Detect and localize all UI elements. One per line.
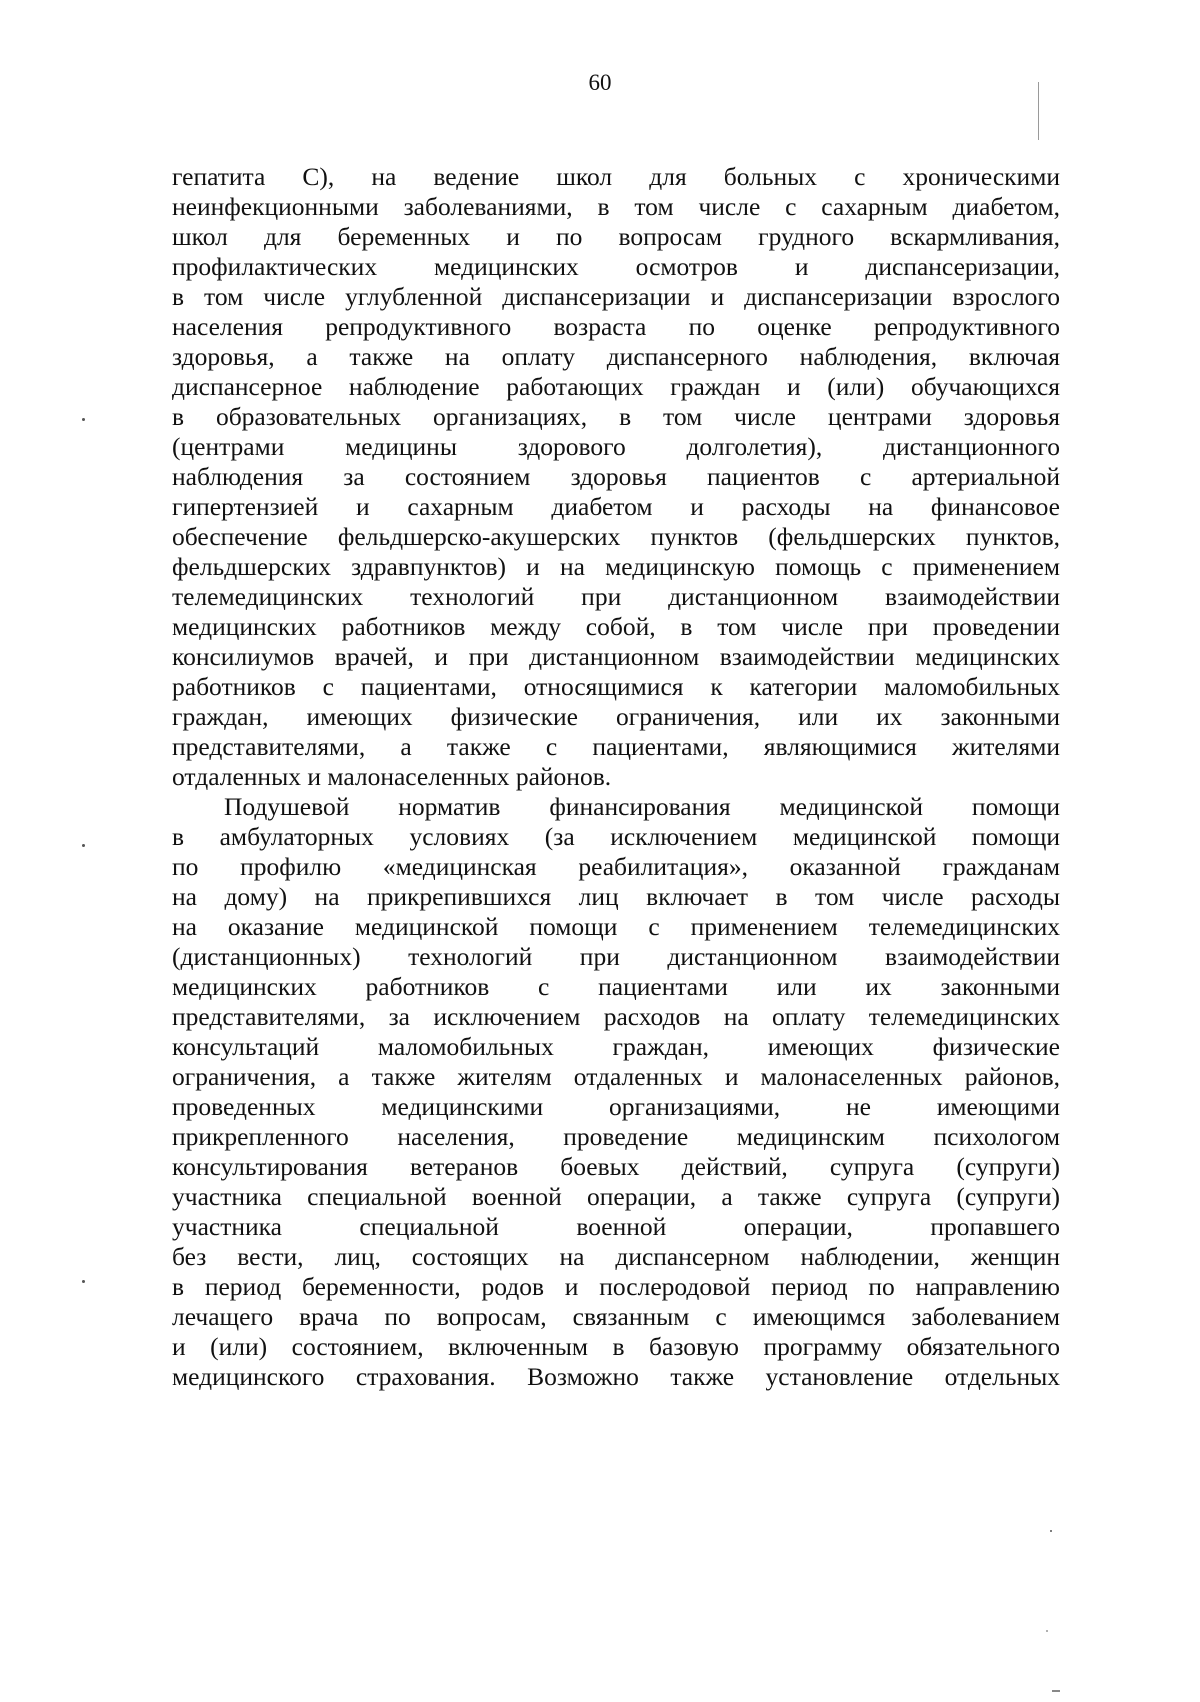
text-line: без вести, лиц, состоящих на диспансерном наблюдении, женщин [172,1242,1060,1271]
text-line: диспансерное наблюдение работающих граждан и (или) обучающихся [172,372,1060,401]
text-line: в период беременности, родов и послеродовой период по направлению [172,1272,1060,1301]
text-line: в амбулаторных условиях (за исключением медицинской помощи [172,822,1060,851]
text-line: в том числе углубленной диспансеризации и диспансеризации взрослого [172,282,1060,311]
text-line: здоровья, а также на оплату диспансерного наблюдения, включая [172,342,1060,371]
scan-artifact [1038,82,1039,140]
scan-artifact [1050,1530,1052,1532]
text-line: в образовательных организациях, в том числе центрами здоровья [172,402,1060,431]
text-line: школ для беременных и по вопросам грудного вскармливания, [172,222,1060,251]
text-line: гепатита С), на ведение школ для больных с хроническими [172,162,1060,191]
text-line: на дому) на прикрепившихся лиц включает в том числе расходы [172,882,1060,911]
text-line: неинфекционными заболеваниями, в том числе с сахарным диабетом, [172,192,1060,221]
text-line: участника специальной военной операции, а также супруга (супруги) [172,1182,1060,1211]
text-line: медицинских работников между собой, в том числе при проведении [172,612,1060,641]
text-line: медицинского страхования. Возможно также установление отдельных [172,1362,1060,1391]
text-line: и (или) состоянием, включенным в базовую программу обязательного [172,1332,1060,1361]
text-line: лечащего врача по вопросам, связанным с имеющимся заболеванием [172,1302,1060,1331]
text-line: на оказание медицинской помощи с применением телемедицинских [172,912,1060,941]
text-line: медицинских работников с пациентами или их законными [172,972,1060,1001]
scan-artifact [82,418,85,421]
text-line: Подушевой норматив финансирования медицинской помощи [224,792,1060,821]
text-line: работников с пациентами, относящимися к категории маломобильных [172,672,1060,701]
text-line: отдаленных и малонаселенных районов. [172,762,612,791]
text-line: консультирования ветеранов боевых действий, супруга (супруги) [172,1152,1060,1181]
text-line: гипертензией и сахарным диабетом и расходы на финансовое [172,492,1060,521]
scan-artifact [82,844,85,847]
text-line: обеспечение фельдшерско-акушерских пунктов (фельдшерских пунктов, [172,522,1060,551]
text-line: (центрами медицины здорового долголетия), дистанционного [172,432,1060,461]
text-line: участника специальной военной операции, пропавшего [172,1212,1060,1241]
text-line: консультаций маломобильных граждан, имеющих физические [172,1032,1060,1061]
text-line: населения репродуктивного возраста по оценке репродуктивного [172,312,1060,341]
scan-artifact [1052,1690,1060,1692]
scan-artifact [1046,1630,1048,1632]
text-line: граждан, имеющих физические ограничения, или их законными [172,702,1060,731]
text-line: наблюдения за состоянием здоровья пациентов с артериальной [172,462,1060,491]
text-line: ограничения, а также жителям отдаленных и малонаселенных районов, [172,1062,1060,1091]
text-line: представителями, за исключением расходов на оплату телемедицинских [172,1002,1060,1031]
text-line: фельдшерских здравпунктов) и на медицинскую помощь с применением [172,552,1060,581]
scan-artifact [82,1280,85,1283]
text-line: телемедицинских технологий при дистанционном взаимодействии [172,582,1060,611]
text-line: проведенных медицинскими организациями, не имеющими [172,1092,1060,1121]
page-number: 60 [588,70,612,95]
text-line: (дистанционных) технологий при дистанционном взаимодействии [172,942,1060,971]
text-line: профилактических медицинских осмотров и диспансеризации, [172,252,1060,281]
text-line: по профилю «медицинская реабилитация», оказанной гражданам [172,852,1060,881]
text-line: консилиумов врачей, и при дистанционном взаимодействии медицинских [172,642,1060,671]
text-line: представителями, а также с пациентами, являющимися жителями [172,732,1060,761]
text-line: прикрепленного населения, проведение медицинским психологом [172,1122,1060,1151]
